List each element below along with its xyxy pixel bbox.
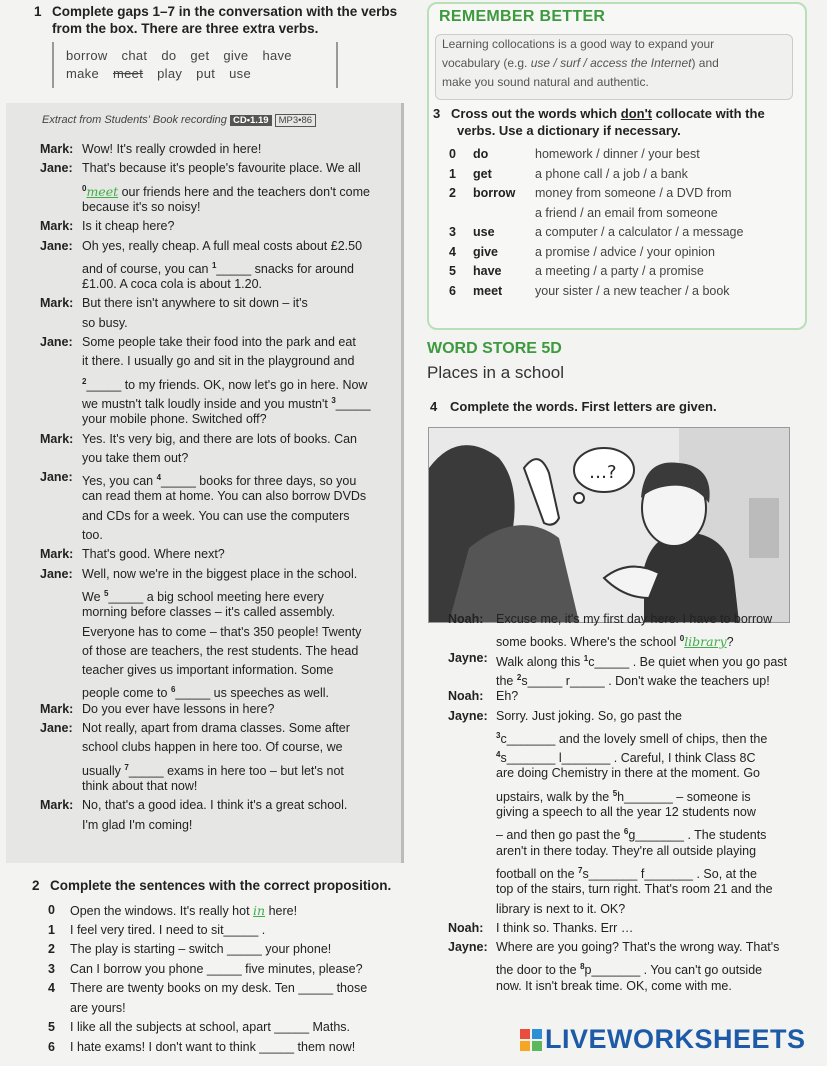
cd-badge: CD•1.19 [230, 115, 272, 126]
remember-note-line3: make you sound natural and authentic. [442, 75, 649, 89]
item-number: 5 [48, 1020, 55, 1034]
text-run: the [496, 674, 517, 689]
text-run: Walk along this [496, 654, 584, 669]
gap-number: 6 [170, 685, 176, 695]
text-run: the door to the [496, 963, 581, 978]
dialogue-line [496, 842, 756, 862]
text-run: I like all the subjects at school, apart _____ Maths. [70, 1020, 351, 1034]
box-verb: give [223, 48, 249, 63]
extract-label: Extract from Students' Book recording [42, 114, 227, 126]
dialogue-line [82, 449, 188, 469]
thought-bubble-text: …? [589, 462, 617, 483]
gap-blank: s_______ [582, 867, 638, 882]
row-number: 3 [449, 225, 456, 239]
remember-note-line2 [442, 54, 786, 73]
text-run: Do you ever have lessons in here? [82, 701, 275, 716]
row-verb: meet [473, 283, 503, 298]
note-text: vocabulary (e.g. [442, 56, 531, 70]
dialogue-line [496, 610, 772, 630]
dialogue-line [82, 487, 366, 507]
text-run: and of course, you can [82, 261, 212, 276]
verb-box [52, 42, 338, 88]
remember-note [435, 34, 793, 100]
text-run: – someone is [672, 789, 751, 804]
dialogue-line [82, 275, 262, 295]
gap-blank: _____ [108, 590, 144, 605]
gap-number: 7 [124, 762, 129, 772]
gap-number: 2 [516, 672, 522, 682]
dialogue-line [82, 642, 358, 662]
text-run: teacher gives us important information. Some [82, 663, 334, 678]
text-run: library is next to it. OK? [496, 901, 626, 916]
text-run: a big school meeting here every [143, 590, 324, 605]
row-collocations: your sister / a new teacher / a book [535, 283, 730, 298]
dialogue-line [82, 294, 308, 314]
text-run: I'm glad I'm coming! [82, 817, 193, 832]
ex2-heading [32, 877, 391, 894]
sentence-line [70, 901, 297, 922]
dialogue-line [82, 237, 362, 257]
dialogue-line [82, 430, 357, 450]
ex3-number: 3 [433, 106, 441, 121]
speaker-label: Jane: [40, 238, 73, 253]
remember-title: REMEMBER BETTER [439, 8, 606, 25]
gap-number: 0 [82, 183, 87, 193]
speaker-label: Noah: [448, 689, 484, 704]
text-run: top of the stairs, turn right. That's room 21 and the [496, 882, 773, 897]
row-collocations: a meeting / a party / a promise [535, 264, 704, 278]
text-run: Yes. It's very big, and there are lots of books. Can [82, 431, 357, 446]
gap-blank: _____ [216, 261, 252, 276]
example-answer: library [684, 634, 727, 650]
ex2-instruction: Complete the sentences with the correct proposition. [50, 878, 392, 893]
row-verb: get [473, 166, 492, 181]
gap-blank: _____ [128, 763, 164, 778]
dialogue-line [82, 333, 356, 353]
text-run: Well, now we're in the biggest place in the school. [82, 566, 358, 581]
gap-number: 1 [583, 653, 589, 663]
text-run: your mobile phone. Switched off? [82, 412, 267, 427]
ex1-instruction-line2: from the box. There are three extra verbs. [52, 21, 319, 36]
text-run: Not really, apart from drama classes. Some after [82, 721, 350, 735]
text-run: you take them out? [82, 450, 189, 465]
students-drawing [429, 428, 789, 622]
text-run: and CDs for a week. You can use the computers [82, 508, 350, 523]
text-run: Open the windows. It's really hot [70, 904, 254, 918]
dialogue-line [82, 198, 200, 218]
gap-number: 0 [679, 634, 685, 644]
ex3-instruction-part: collocate with the [652, 106, 765, 121]
dialogue-line [496, 687, 518, 707]
gap-number: 7 [578, 865, 583, 875]
sentence-line [70, 1018, 350, 1038]
row-number: 5 [449, 264, 456, 278]
text-run: morning before classes – it's called assembly. [82, 605, 335, 620]
text-run: We [82, 590, 104, 605]
text-run: Oh yes, really cheap. A full meal costs about £2.50 [82, 238, 363, 253]
text-run: f_______ . So, at the [637, 867, 757, 882]
text-run: to my friends. OK, now let's go in here. Now [121, 377, 368, 392]
dialogue-line [496, 977, 732, 997]
gap-number: 5 [612, 788, 618, 798]
text-run: so busy. [82, 315, 128, 330]
row-collocations: a friend / an email from someone [535, 205, 718, 220]
text-run: exams in here too – but let's not [163, 763, 344, 778]
item-number: 4 [48, 981, 55, 995]
box-verb: do [161, 48, 177, 63]
text-run: because it's so noisy! [82, 199, 201, 214]
text-run: upstairs, walk by the [496, 789, 613, 804]
item-number: 0 [48, 903, 55, 917]
dialogue-line [82, 623, 361, 643]
text-run: some books. Where's the school [496, 635, 680, 650]
text-run: But there isn't anywhere to sit down – it's [82, 296, 308, 311]
ex1-instruction-line1: Complete gaps 1–7 in the conversation with the verbs [52, 4, 398, 19]
dialogue-line [82, 159, 361, 179]
dialogue-line [496, 764, 760, 784]
dialogue-line [82, 217, 174, 237]
sentence-line [70, 960, 363, 980]
text-run: aren't in there today. They're all outside playing [496, 843, 757, 858]
text-run: Where are you going? That's the wrong way. That's [496, 940, 780, 955]
text-run: Everyone has to come – that's 350 people! Twenty [82, 624, 362, 639]
gap-blank: p_______ [584, 963, 641, 978]
text-run: Eh? [496, 689, 519, 704]
text-run: people come to [82, 686, 171, 701]
text-run: giving a speech to all the year 12 students now [496, 805, 756, 819]
dialogue-line [82, 603, 335, 623]
example-answer: meet [86, 183, 119, 199]
dialogue-line [82, 719, 350, 739]
text-run: £1.00. A coca cola is about 1.20. [82, 277, 262, 292]
box-verb: use [229, 66, 252, 81]
text-run: think about that now! [82, 778, 198, 793]
gap-number: 6 [623, 827, 629, 837]
text-run: There are twenty books on my desk. Ten _____ those [70, 981, 368, 995]
speaker-label: Mark: [40, 431, 74, 446]
box-verb: get [190, 48, 210, 63]
dialogue-line [496, 919, 633, 939]
text-run: ? [726, 635, 734, 650]
row-collocations: a promise / advice / your opinion [535, 244, 715, 259]
ex4-number: 4 [430, 399, 438, 414]
speaker-label: Mark: [40, 142, 74, 156]
note-example: use / surf / access the Internet [530, 56, 692, 70]
ex1-number: 1 [34, 4, 42, 19]
dialogue-line [496, 707, 682, 727]
row-number: 1 [449, 166, 456, 181]
text-run: now. It isn't break time. OK, come with me. [496, 978, 732, 993]
row-collocations: a computer / a calculator / a message [535, 225, 744, 239]
text-run: here! [265, 904, 298, 918]
speaker-label: Mark: [40, 547, 74, 562]
text-run: I think so. Thanks. Err … [496, 920, 634, 935]
dialogue-line [82, 140, 261, 160]
dialogue-line [82, 796, 347, 816]
gap-blank: c_____ [588, 654, 630, 669]
gap-blank: _____ [175, 686, 211, 701]
text-run: I feel very tired. I need to sit_____ . [70, 922, 266, 937]
text-run: . The students [683, 828, 767, 843]
gap-number: 5 [104, 588, 109, 598]
item-number: 3 [48, 961, 55, 976]
item-number: 2 [48, 942, 55, 956]
gap-blank: s_______ [500, 751, 556, 766]
text-run: No, that's a good idea. I think it's a great school. [82, 798, 348, 813]
text-run: are doing Chemistry in there at the moment. Go [496, 766, 761, 781]
mp3-badge: MP3•86 [275, 114, 316, 127]
speaker-label: Mark: [40, 701, 74, 716]
remember-note-line1: Learning collocations is a good way to expand your [442, 37, 715, 51]
row-verb: have [473, 264, 502, 278]
verb-box-row1 [66, 48, 306, 63]
liveworksheets-logo-text: LIVEWORKSHEETS [545, 1024, 806, 1054]
dialogue-line [496, 668, 770, 692]
text-run: of those are teachers, the rest students. The head [82, 643, 359, 658]
remember-better-box [427, 2, 807, 330]
text-run: . You can't go outside [640, 963, 763, 978]
gap-number: 2 [82, 376, 87, 386]
text-run: – and then go past the [496, 828, 624, 843]
ex2-number: 2 [32, 878, 40, 893]
row-verb: give [473, 244, 499, 259]
text-run: That's good. Where next? [82, 547, 225, 562]
row-number: 6 [449, 283, 456, 298]
gap-blank: h_______ [617, 789, 673, 804]
row-number: 2 [449, 186, 456, 200]
box-verb: chat [121, 48, 148, 63]
row-collocations: money from someone / a DVD from [535, 186, 732, 200]
speaker-label: Jane: [40, 161, 73, 176]
speaker-label: Mark: [40, 219, 74, 234]
dialogue-line [82, 738, 343, 758]
sentence-line [70, 979, 367, 999]
row-collocations: a phone call / a job / a bank [535, 166, 688, 181]
wordstore-subtitle: Places in a school [427, 363, 565, 382]
ex4-heading [430, 398, 717, 415]
box-verb: play [157, 66, 183, 81]
text-run: usually [82, 763, 125, 778]
speaker-label: Jane: [40, 721, 73, 735]
dialogue-line [496, 803, 756, 823]
ex3-instruction-line2: verbs. Use a dictionary if necessary. [457, 123, 681, 138]
extract-label-row [42, 114, 316, 127]
row-collocations: homework / dinner / your best [535, 147, 700, 161]
dialogue-line [82, 410, 267, 430]
row-number: 0 [449, 147, 456, 161]
gap-number: 3 [331, 395, 336, 405]
ex3-instruction-part: Cross out the words which [451, 106, 621, 121]
text-run: our friends here and the teachers don't come [118, 184, 370, 199]
gap-number: 3 [496, 730, 501, 740]
speaker-label: Noah: [448, 612, 484, 626]
text-run: football on the [496, 867, 579, 882]
box-verb: put [196, 66, 216, 81]
text-run: l_______ . Careful, I think Class 8C [555, 751, 756, 766]
verb-box-row2 [66, 66, 265, 81]
dialogue-line [82, 661, 334, 681]
dialogue-line [496, 938, 779, 958]
speaker-label: Jayne: [448, 940, 488, 955]
dialogue-line [82, 545, 225, 565]
sentence-line [70, 1038, 355, 1058]
speaker-label: Mark: [40, 296, 74, 311]
gap-blank: s_____ [521, 674, 563, 689]
text-run: Yes, you can [82, 474, 157, 489]
row-verb: do [473, 147, 489, 161]
example-answer: in [253, 903, 266, 918]
ex4-instruction: Complete the words. First letters are given. [450, 399, 717, 414]
text-run: Sorry. Just joking. So, go past the [496, 708, 682, 723]
gap-number: 1 [211, 260, 217, 270]
gap-blank: c_______ [500, 731, 556, 746]
speaker-label: Jane: [40, 566, 73, 581]
speaker-label: Noah: [448, 920, 484, 935]
text-run: Is it cheap here? [82, 219, 175, 234]
speaker-label: Jayne: [448, 650, 488, 665]
box-verb: borrow [66, 48, 108, 63]
school-illustration [428, 427, 790, 623]
speaker-label: Mark: [40, 798, 74, 813]
dialogue-line [82, 565, 357, 585]
text-run: I hate exams! I don't want to think _____ them now! [70, 1039, 356, 1054]
dialogue-line [82, 314, 128, 334]
wordstore-title: WORD STORE 5D [427, 340, 562, 357]
text-run: can read them at home. You can also borrow DVDs [82, 489, 367, 504]
row-verb: borrow [473, 186, 516, 200]
text-run: Can I borrow you phone _____ five minutes, please? [70, 961, 363, 976]
row-verb: use [473, 225, 495, 239]
speaker-label: Jane: [40, 335, 73, 349]
text-run: Excuse me, it's my first day here. I have to borrow [496, 612, 773, 626]
dialogue-line [82, 700, 274, 720]
text-run: and the lovely smell of chips, then the [555, 731, 768, 746]
text-run: it there. I usually go and sit in the playground and [82, 354, 355, 369]
dialogue-line [82, 816, 192, 836]
text-run: The play is starting – switch _____ your phone! [70, 942, 332, 956]
gap-number: 4 [496, 750, 501, 760]
text-run: we mustn't talk loudly inside and you mustn't [82, 397, 332, 412]
text-run: us speeches as well. [210, 686, 329, 701]
row-number: 4 [449, 244, 456, 259]
dialogue-line [82, 507, 350, 527]
dialogue-line [496, 900, 625, 920]
speaker-label: Jayne: [448, 708, 488, 723]
text-run: books for three days, so you [195, 474, 357, 489]
item-number: 6 [48, 1039, 55, 1054]
text-run: Wow! It's really crowded in here! [82, 142, 262, 156]
gap-blank: _____ [161, 474, 196, 489]
text-run: Some people take their food into the park and eat [82, 335, 356, 349]
dialogue-line [496, 880, 773, 900]
box-verb: make [66, 66, 99, 81]
note-text: ) and [691, 56, 719, 70]
text-run: too. [82, 528, 103, 542]
box-verb: have [262, 48, 292, 63]
text-run: school clubs happen in here too. Of course, we [82, 740, 343, 755]
sentence-line [70, 940, 331, 960]
gap-blank: _____ [335, 397, 371, 412]
text-run: are yours! [70, 1000, 126, 1015]
sentence-line [70, 999, 126, 1019]
dialogue-line [82, 777, 197, 797]
ex3-heading [433, 105, 765, 139]
text-run: r_____ . Don't wake the teachers up! [562, 674, 770, 689]
speaker-label: Jane: [40, 470, 73, 485]
ex3-instruction-underlined: don't [620, 106, 652, 121]
gap-number: 8 [580, 962, 585, 972]
gap-blank: g_______ [628, 828, 684, 843]
sentence-line [70, 921, 265, 941]
gap-blank: _____ [86, 377, 122, 392]
liveworksheets-logo-icon [520, 1027, 542, 1049]
liveworksheets-logo [520, 1024, 806, 1055]
item-number: 1 [48, 922, 55, 937]
ex1-heading [34, 3, 397, 37]
text-run: . Be quiet when you go past [629, 654, 787, 669]
box-verb: meet [113, 66, 144, 81]
gap-number: 4 [156, 473, 162, 483]
dialogue-line [82, 526, 103, 546]
dialogue-line [82, 352, 354, 372]
text-run: snacks for around [251, 261, 355, 276]
text-run: That's because it's people's favourite place. We all [82, 161, 361, 176]
